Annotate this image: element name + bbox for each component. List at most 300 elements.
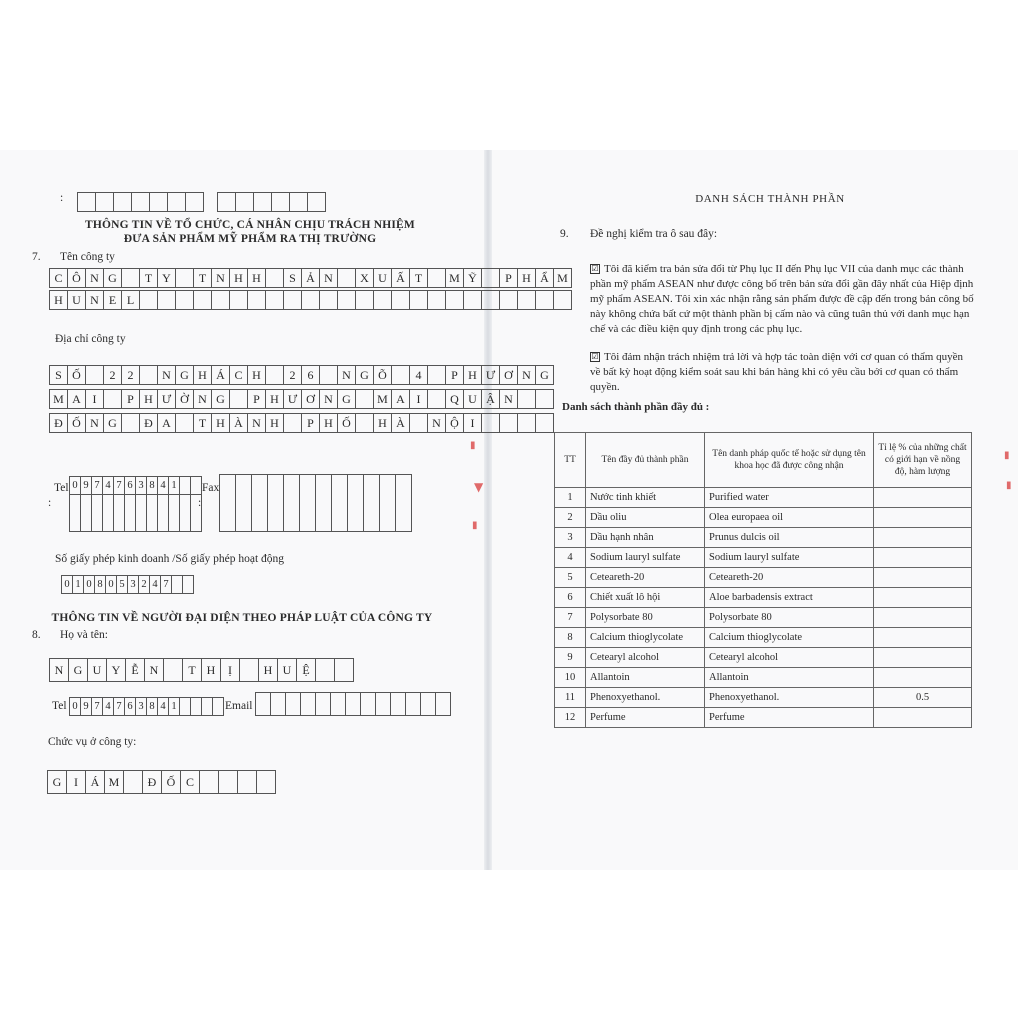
- cell-tt: 9: [555, 648, 586, 668]
- table-row: [555, 488, 972, 508]
- letter-box: 0: [69, 697, 81, 716]
- letter-box: [355, 290, 374, 310]
- cell-fullname: Chiết xuất lô hội: [586, 588, 705, 608]
- letter-box: [445, 290, 464, 310]
- letter-box: T: [409, 268, 428, 288]
- page-gutter: [484, 150, 492, 870]
- letter-box: [337, 290, 356, 310]
- letter-box: [190, 476, 202, 495]
- cell-intl-name: Cetearyl alcohol: [705, 648, 874, 668]
- letter-box: [391, 365, 410, 385]
- letter-box: [427, 365, 446, 385]
- letter-box: [239, 658, 259, 682]
- letter-box: P: [445, 365, 464, 385]
- letter-box: G: [68, 658, 88, 682]
- table-row: [555, 688, 972, 708]
- fax-boxes: [220, 474, 412, 532]
- letter-box: P: [121, 389, 140, 409]
- letter-box: 3: [135, 697, 147, 716]
- letter-box: G: [103, 413, 122, 433]
- letter-box: H: [193, 365, 212, 385]
- letter-box: M: [445, 268, 464, 288]
- name-label: Họ và tên:: [60, 629, 108, 641]
- license-boxes: [62, 575, 194, 594]
- cell-fullname: Sodium lauryl sulfate: [586, 548, 705, 568]
- letter-box: 7: [91, 697, 103, 716]
- letter-box: N: [499, 389, 518, 409]
- letter-box: U: [373, 268, 392, 288]
- letter-box: A: [157, 413, 176, 433]
- letter-box: Ậ: [481, 389, 500, 409]
- letter-box: [237, 770, 257, 794]
- letter-box: [301, 290, 320, 310]
- cell-percent: [874, 568, 972, 588]
- letter-box: Ễ: [125, 658, 145, 682]
- table-row: [555, 648, 972, 668]
- fax-label: Fax: [202, 482, 220, 494]
- position-label: Chức vụ ở công ty:: [48, 736, 137, 748]
- license-label: Số giấy phép kinh doanh /Số giấy phép hoạt động: [55, 553, 285, 565]
- cell-tt: 2: [555, 508, 586, 528]
- cell-percent: [874, 588, 972, 608]
- address-line3: [50, 413, 554, 433]
- item9-number: 9.: [560, 228, 569, 240]
- table-row: [555, 628, 972, 648]
- email-label: Email: [225, 700, 253, 712]
- cell-tt: 10: [555, 668, 586, 688]
- address-label: Địa chỉ công ty: [55, 333, 126, 345]
- letter-box: [175, 290, 194, 310]
- cell-percent: [874, 548, 972, 568]
- letter-box: N: [427, 413, 446, 433]
- cell-intl-name: Calcium thioglycolate: [705, 628, 874, 648]
- cell-intl-name: Prunus dulcis oil: [705, 528, 874, 548]
- letter-box: [481, 268, 500, 288]
- cell-intl-name: Allantoin: [705, 668, 874, 688]
- letter-box: [199, 770, 219, 794]
- letter-box: H: [517, 268, 536, 288]
- section7-heading-1: THÔNG TIN VỀ TỔ CHỨC, CÁ NHÂN CHỊU TRÁCH NHIỆM: [85, 219, 415, 231]
- table-row: [555, 568, 972, 588]
- letter-box: N: [517, 365, 536, 385]
- letter-box: T: [193, 268, 212, 288]
- company-label: Tên công ty: [60, 251, 115, 263]
- letter-box: U: [67, 290, 86, 310]
- letter-box: H: [258, 658, 278, 682]
- col-header-intl-name: Tên danh pháp quốc tế hoặc sử dụng tên khoa học đã được công nhận: [705, 433, 874, 488]
- letter-box: [373, 290, 392, 310]
- letter-box: 1: [72, 575, 84, 594]
- letter-box: C: [49, 268, 68, 288]
- letter-box: [409, 290, 428, 310]
- letter-box: [85, 365, 104, 385]
- letter-box: G: [337, 389, 356, 409]
- letter-box: 6: [301, 365, 320, 385]
- letter-box: 3: [127, 575, 139, 594]
- letter-box: N: [85, 413, 104, 433]
- table-row: [555, 668, 972, 688]
- letter-box: [355, 413, 374, 433]
- letter-box: H: [463, 365, 482, 385]
- letter-box: T: [182, 658, 202, 682]
- table-row: [555, 548, 972, 568]
- table-row: [555, 608, 972, 628]
- letter-box: T: [139, 268, 158, 288]
- letter-box: [139, 365, 158, 385]
- letter-box: [517, 389, 536, 409]
- cell-intl-name: Perfume: [705, 708, 874, 728]
- tel-boxes-lower: [70, 494, 202, 532]
- table-row: [555, 708, 972, 728]
- letter-box: [337, 268, 356, 288]
- letter-box: I: [66, 770, 86, 794]
- letter-box: 3: [135, 476, 147, 495]
- cell-fullname: Cetearyl alcohol: [586, 648, 705, 668]
- letter-box: G: [535, 365, 554, 385]
- letter-box: Ỹ: [463, 268, 482, 288]
- email-boxes: [256, 692, 451, 716]
- letter-box: 8: [146, 697, 158, 716]
- letter-box: [315, 658, 335, 682]
- letter-box: [499, 413, 518, 433]
- letter-box: N: [337, 365, 356, 385]
- cell-tt: 3: [555, 528, 586, 548]
- letter-box: 0: [69, 476, 81, 495]
- stamp-mark-3: ▮: [472, 520, 478, 531]
- letter-box: P: [301, 413, 320, 433]
- letter-box: S: [49, 365, 68, 385]
- letter-box: [139, 290, 158, 310]
- letter-box: A: [391, 389, 410, 409]
- cell-fullname: Nước tinh khiết: [586, 488, 705, 508]
- letter-box: M: [553, 268, 572, 288]
- letter-box: 4: [157, 476, 169, 495]
- letter-box: [283, 413, 302, 433]
- tel-boxes: [70, 476, 202, 495]
- letter-box: [175, 413, 194, 433]
- cell-fullname: Dầu hạnh nhân: [586, 528, 705, 548]
- letter-box: 8: [94, 575, 106, 594]
- letter-box: [517, 290, 536, 310]
- letter-box: X: [355, 268, 374, 288]
- letter-box: Ơ: [301, 389, 320, 409]
- letter-box: [427, 290, 446, 310]
- letter-box: Á: [85, 770, 105, 794]
- table-row: [555, 528, 972, 548]
- cell-intl-name: Aloe barbadensis extract: [705, 588, 874, 608]
- letter-box: [535, 290, 554, 310]
- cell-intl-name: Purified water: [705, 488, 874, 508]
- letter-box: [265, 268, 284, 288]
- cell-percent: [874, 628, 972, 648]
- letter-box: 7: [91, 476, 103, 495]
- letter-box: [163, 658, 183, 682]
- section7-number: 7.: [32, 251, 41, 263]
- letter-box: H: [139, 389, 158, 409]
- letter-box: Ư: [157, 389, 176, 409]
- cell-tt: 12: [555, 708, 586, 728]
- cell-intl-name: Ceteareth-20: [705, 568, 874, 588]
- letter-box: [427, 389, 446, 409]
- tel-colon: :: [48, 497, 52, 509]
- col-header-tt: TT: [555, 433, 586, 488]
- letter-box: 4: [409, 365, 428, 385]
- letter-box: 9: [80, 697, 92, 716]
- cell-tt: 8: [555, 628, 586, 648]
- letter-box: I: [85, 389, 104, 409]
- cell-intl-name: Olea europaea oil: [705, 508, 874, 528]
- letter-box: [553, 290, 572, 310]
- cell-fullname: Dầu oliu: [586, 508, 705, 528]
- top-prefix: :: [60, 192, 64, 204]
- top-boxes-2: [218, 192, 326, 212]
- letter-box: U: [463, 389, 482, 409]
- letter-box: L: [121, 290, 140, 310]
- checkbox-1: ☑: [591, 264, 599, 273]
- letter-box: Y: [157, 268, 176, 288]
- letter-box: N: [85, 268, 104, 288]
- company-name-line1: [50, 268, 572, 288]
- letter-box: 9: [80, 476, 92, 495]
- position-boxes: [48, 770, 276, 794]
- letter-box: [535, 389, 554, 409]
- cell-tt: 7: [555, 608, 586, 628]
- letter-box: G: [103, 268, 122, 288]
- cell-fullname: Allantoin: [586, 668, 705, 688]
- cell-percent: [874, 648, 972, 668]
- letter-box: [212, 697, 224, 716]
- stamp-mark-1: ▮: [470, 440, 476, 451]
- letter-box: Á: [211, 365, 230, 385]
- table-header-row: [555, 433, 972, 488]
- letter-box: Ả: [301, 268, 320, 288]
- letter-box: [463, 290, 482, 310]
- letter-box: N: [247, 413, 266, 433]
- letter-box: [193, 290, 212, 310]
- letter-box: N: [319, 389, 338, 409]
- letter-box: H: [265, 389, 284, 409]
- table-row: [555, 588, 972, 608]
- letter-box: P: [247, 389, 266, 409]
- letter-box: Ư: [283, 389, 302, 409]
- cell-intl-name: Phenoxyethanol.: [705, 688, 874, 708]
- letter-box: 5: [116, 575, 128, 594]
- name-boxes: [50, 658, 354, 682]
- letter-box: 1: [168, 697, 180, 716]
- letter-box: À: [229, 413, 248, 433]
- cell-fullname: Calcium thioglycolate: [586, 628, 705, 648]
- letter-box: Ố: [161, 770, 181, 794]
- letter-box: Đ: [142, 770, 162, 794]
- col-header-percent: Tỉ lệ % của những chất có giới hạn về nồng độ, hàm lượng: [874, 433, 972, 488]
- letter-box: [123, 770, 143, 794]
- letter-box: [229, 389, 248, 409]
- letter-box: U: [277, 658, 297, 682]
- letter-box: Ố: [67, 365, 86, 385]
- letter-box: Q: [445, 389, 464, 409]
- letter-box: [247, 290, 266, 310]
- letter-box: Ộ: [445, 413, 464, 433]
- letter-box: [182, 575, 194, 594]
- cell-percent: [874, 668, 972, 688]
- letter-box: S: [283, 268, 302, 288]
- cell-fullname: Ceteareth-20: [586, 568, 705, 588]
- top-boxes-1: [78, 192, 204, 212]
- section7-heading-2: ĐƯA SẢN PHẨM MỸ PHẨM RA THỊ TRƯỜNG: [123, 233, 377, 245]
- full-list-heading: Danh sách thành phần đầy đủ :: [562, 401, 710, 413]
- letter-box: Ô: [67, 268, 86, 288]
- letter-box: 2: [103, 365, 122, 385]
- letter-box: C: [229, 365, 248, 385]
- letter-box: [103, 389, 122, 409]
- check-item-1: [590, 262, 974, 337]
- letter-box: Y: [106, 658, 126, 682]
- stamp-mark-4: ▮: [1004, 450, 1010, 461]
- letter-box: E: [103, 290, 122, 310]
- letter-box: 2: [283, 365, 302, 385]
- letter-box: C: [180, 770, 200, 794]
- cell-fullname: Perfume: [586, 708, 705, 728]
- letter-box: 2: [138, 575, 150, 594]
- letter-box: N: [193, 389, 212, 409]
- cell-tt: 4: [555, 548, 586, 568]
- letter-box: [265, 290, 284, 310]
- letter-box: Ệ: [296, 658, 316, 682]
- letter-box: [121, 413, 140, 433]
- section8-heading: THÔNG TIN VỀ NGƯỜI ĐẠI DIỆN THEO PHÁP LUẬT CỦA CÔNG TY: [51, 612, 433, 624]
- letter-box: H: [247, 365, 266, 385]
- check-item-2: [590, 350, 974, 395]
- letter-box: [283, 290, 302, 310]
- letter-box: 1: [168, 476, 180, 495]
- cell-percent: [874, 708, 972, 728]
- stamp-mark-5: ▮: [1006, 480, 1012, 491]
- letter-box: [481, 413, 500, 433]
- cell-tt: 6: [555, 588, 586, 608]
- letter-box: [175, 268, 194, 288]
- letter-box: H: [211, 413, 230, 433]
- letter-box: G: [175, 365, 194, 385]
- rep-tel-boxes: [70, 697, 224, 716]
- letter-box: [121, 268, 140, 288]
- cell-fullname: Phenoxyethanol.: [586, 688, 705, 708]
- letter-box: M: [104, 770, 124, 794]
- cell-percent: 0.5: [874, 688, 972, 708]
- letter-box: Ờ: [175, 389, 194, 409]
- letter-box: 2: [121, 365, 140, 385]
- letter-box: Ấ: [391, 268, 410, 288]
- letter-box: 6: [124, 697, 136, 716]
- letter-box: [157, 290, 176, 310]
- letter-box: Ố: [337, 413, 356, 433]
- letter-box: P: [499, 268, 518, 288]
- letter-box: 0: [105, 575, 117, 594]
- letter-box: 7: [113, 476, 125, 495]
- letter-box: H: [201, 658, 221, 682]
- letter-box: 8: [146, 476, 158, 495]
- letter-box: T: [193, 413, 212, 433]
- letter-box: H: [319, 413, 338, 433]
- letter-box: 7: [160, 575, 172, 594]
- letter-box: [409, 413, 428, 433]
- company-name-line2: [50, 290, 572, 310]
- check-text-1: Tôi đã kiểm tra bản sửa đổi từ Phụ lục II đến Phụ lục VII của danh mục các thành phần mỹ phẩm ASEAN như được công bố trên bản sửa đổi gần đây nhất của Hiệp định mỹ phẩm ASEAN. Tôi xin xác nhận rằng sản phẩm được đề cập đến trong bản công bố này không chứa bất cứ một thành phần bị cấm nào và cũng tuân thủ với danh mục hạn chế và các điều kiện quy định trong các phụ lục.: [590, 263, 974, 335]
- letter-box: [211, 290, 230, 310]
- letter-box: [517, 413, 536, 433]
- ingredients-title: DANH SÁCH THÀNH PHẦN: [695, 193, 845, 205]
- letter-box: [535, 413, 554, 433]
- letter-box: N: [144, 658, 164, 682]
- letter-box: Ố: [67, 413, 86, 433]
- letter-box: [229, 290, 248, 310]
- address-line1: [50, 365, 554, 385]
- letter-box: [256, 770, 276, 794]
- letter-box: H: [373, 413, 392, 433]
- letter-box: [218, 770, 238, 794]
- letter-box: 4: [102, 476, 114, 495]
- letter-box: Õ: [373, 365, 392, 385]
- letter-box: [481, 290, 500, 310]
- letter-box: Đ: [49, 413, 68, 433]
- letter-box: [319, 290, 338, 310]
- letter-box: N: [211, 268, 230, 288]
- letter-box: [319, 365, 338, 385]
- rep-tel-label: Tel: [52, 700, 67, 712]
- cell-tt: 1: [555, 488, 586, 508]
- letter-box: Ẩ: [535, 268, 554, 288]
- letter-box: 6: [124, 476, 136, 495]
- letter-box: Đ: [139, 413, 158, 433]
- letter-box: G: [47, 770, 67, 794]
- letter-box: A: [67, 389, 86, 409]
- col-header-fullname: Tên đầy đủ thành phần: [586, 433, 705, 488]
- letter-box: N: [319, 268, 338, 288]
- letter-box: 4: [149, 575, 161, 594]
- letter-box: [334, 658, 354, 682]
- letter-box: 0: [83, 575, 95, 594]
- letter-box: Ư: [481, 365, 500, 385]
- ingredients-table: [554, 432, 972, 728]
- letter-box: N: [49, 658, 69, 682]
- letter-box: [427, 268, 446, 288]
- letter-box: I: [463, 413, 482, 433]
- letter-box: 4: [157, 697, 169, 716]
- letter-box: À: [391, 413, 410, 433]
- fax-colon: :: [198, 497, 202, 509]
- letter-box: [391, 290, 410, 310]
- cell-percent: [874, 608, 972, 628]
- letter-box: H: [247, 268, 266, 288]
- letter-box: G: [355, 365, 374, 385]
- stamp-mark-2: ▼: [474, 480, 484, 494]
- letter-box: H: [229, 268, 248, 288]
- table-row: [555, 508, 972, 528]
- letter-box: Ơ: [499, 365, 518, 385]
- letter-box: 4: [102, 697, 114, 716]
- cell-percent: [874, 528, 972, 548]
- check-text-2: Tôi đảm nhận trách nhiệm trả lời và hợp tác toàn diện với cơ quan có thẩm quyền về bất kỳ hoạt động kiểm soát sau khi bán hàng khi có yêu cầu bởi cơ quan có thẩm quyền.: [590, 351, 963, 393]
- cell-fullname: Polysorbate 80: [586, 608, 705, 628]
- tel-label: Tel: [54, 482, 69, 494]
- letter-box: H: [49, 290, 68, 310]
- letter-box: Ị: [220, 658, 240, 682]
- letter-box: N: [157, 365, 176, 385]
- cell-tt: 5: [555, 568, 586, 588]
- letter-box: [355, 389, 374, 409]
- letter-box: [499, 290, 518, 310]
- cell-percent: [874, 508, 972, 528]
- letter-box: 7: [113, 697, 125, 716]
